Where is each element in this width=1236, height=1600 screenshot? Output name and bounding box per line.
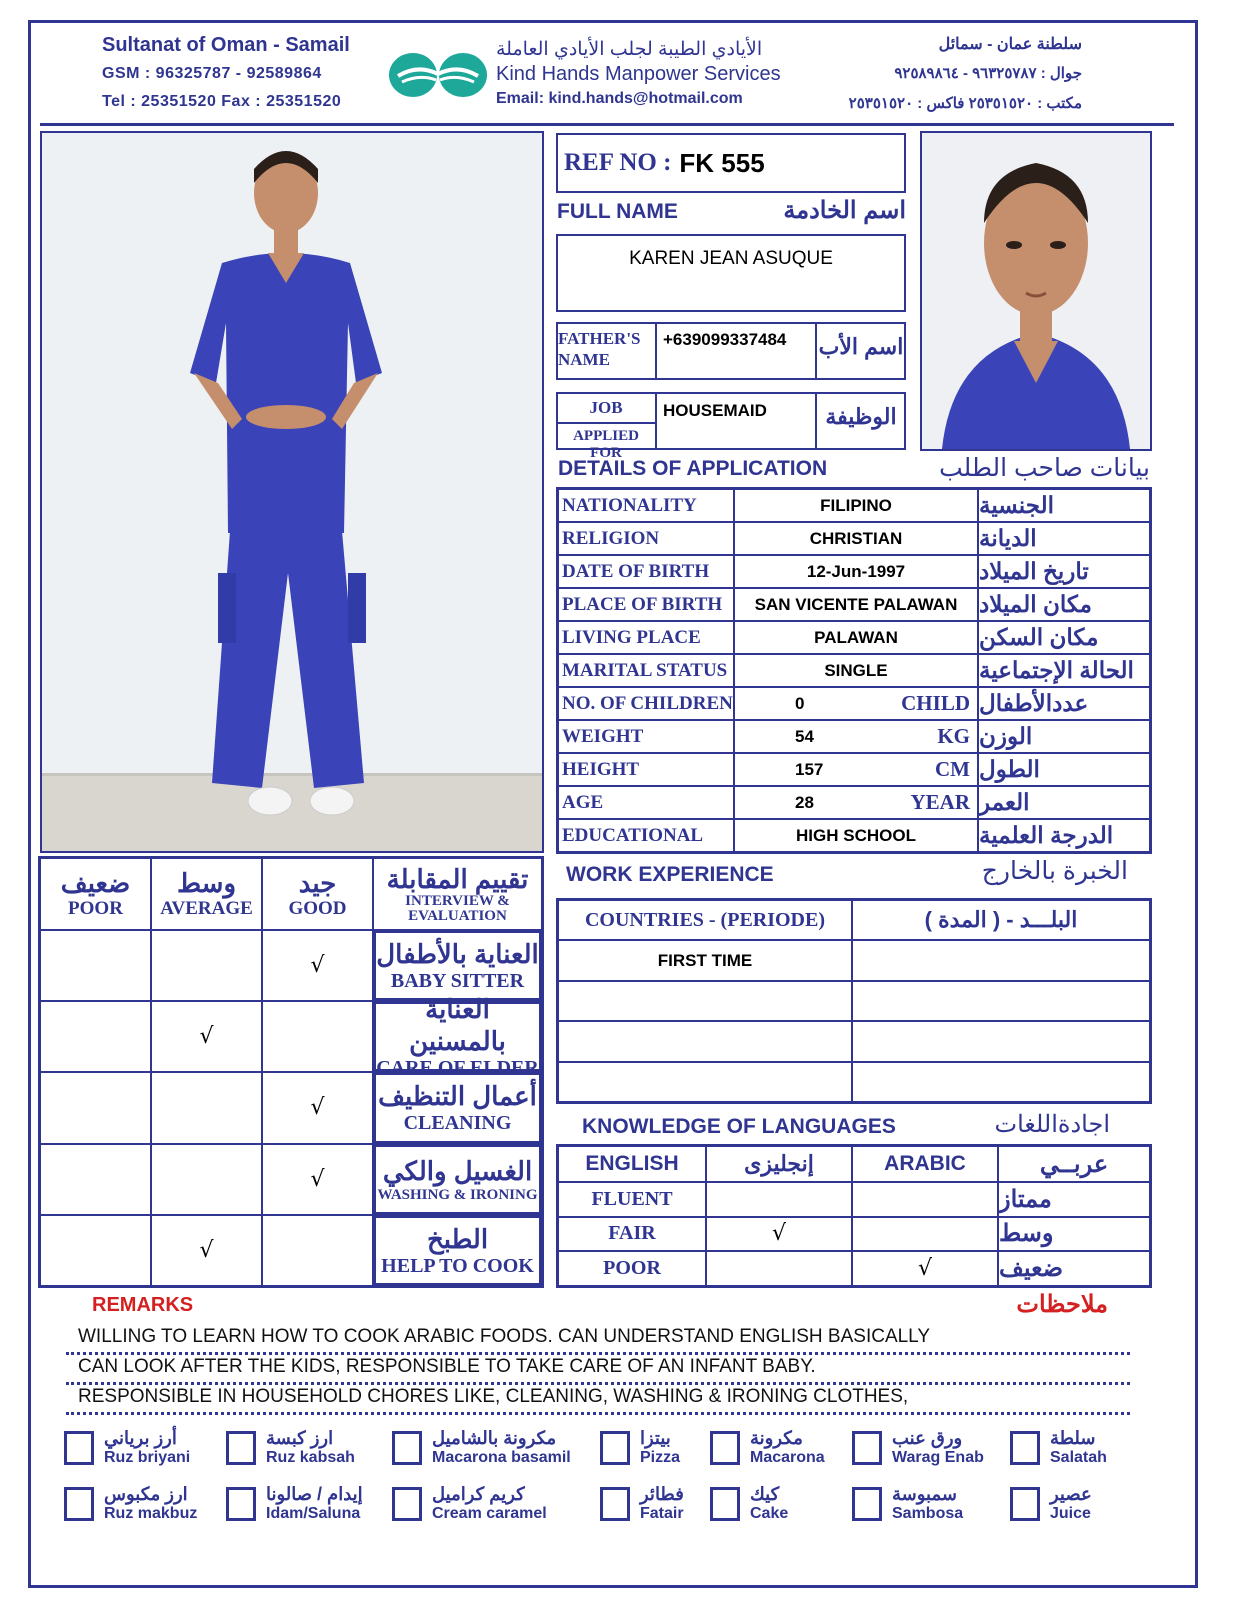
detail-label-4: LIVING PLACE [558, 621, 734, 654]
father-divider-1 [655, 322, 657, 380]
detail-label-2: DATE OF BIRTH [558, 555, 734, 588]
eval-good-2: √ [262, 1072, 373, 1143]
eval-header-ar-1: وسط [176, 868, 237, 898]
header-right [790, 34, 1082, 112]
job-label-divider [556, 422, 656, 424]
remarks-line-3: RESPONSIBLE IN HOUSEHOLD CHORES LIKE, CLEANING, WASHING & IRONING CLOTHES, [78, 1386, 909, 1407]
detail-label-ar-8: الطول [978, 753, 1150, 786]
detail-label-7: WEIGHT [558, 720, 734, 753]
food-label-5 [892, 1428, 984, 1467]
job-divider-1 [655, 392, 657, 450]
food-label-en-0: Ruz briyani [104, 1449, 191, 1466]
food-label-en-3: Pizza [640, 1449, 681, 1466]
detail-value-5: SINGLE [734, 654, 978, 687]
work-col1-header: COUNTRIES - (PERIODE) [558, 900, 852, 940]
detail-label-5: MARITAL STATUS [558, 654, 734, 687]
remarks-label: REMARKS [92, 1294, 194, 1316]
eval-good-1 [262, 1001, 373, 1072]
food-label-10 [640, 1484, 684, 1523]
header-divider [40, 123, 1174, 126]
work-row-2-country [558, 1021, 852, 1062]
remarks-rule-2 [66, 1382, 1130, 1385]
company-name-en: Kind Hands Manpower Services [496, 63, 781, 85]
food-label-en-11: Cake [750, 1505, 789, 1522]
lang-english-ar-header: إنجليزى [706, 1146, 852, 1182]
food-label-ar-7: ارز مكبوس [104, 1484, 188, 1504]
father-label: FATHER'S NAME [558, 329, 641, 369]
eval-skill-en-0: BABY SITTER [390, 970, 525, 993]
food-label-ar-1: ارز كبسة [266, 1428, 334, 1448]
work-table [556, 898, 1152, 1104]
food-label-en-6: Salatah [1050, 1449, 1107, 1466]
languages-table [556, 1144, 1152, 1288]
header-center [496, 38, 786, 108]
eval-poor-1 [40, 1001, 151, 1072]
eval-poor-3 [40, 1144, 151, 1215]
eval-skill-0 [373, 930, 542, 1001]
full-body-photo [40, 131, 544, 853]
header-left-gsm: GSM : 96325787 - 92589864 [102, 65, 322, 82]
eval-header-ar-2: جيد [298, 868, 337, 898]
detail-label-ar-10: الدرجة العلمية [978, 819, 1150, 852]
header-left-tel: Tel : 25351520 Fax : 25351520 [102, 93, 342, 110]
detail-unit-7: KG [937, 724, 970, 748]
food-label-ar-3: بيتزا [640, 1428, 671, 1448]
eval-skill-en-1: CARE OF ELDER [376, 1057, 539, 1080]
detail-label-ar-3: مكان الميلاد [978, 588, 1150, 621]
eval-average-1: √ [151, 1001, 262, 1072]
lang-arabic-0 [852, 1182, 998, 1217]
detail-label-ar-0: الجنسية [978, 489, 1150, 522]
food-checkbox-7[interactable] [64, 1487, 94, 1521]
food-label-ar-9: كريم كراميل [432, 1484, 525, 1504]
detail-unit-8: CM [935, 757, 970, 781]
detail-value-4: PALAWAN [734, 621, 978, 654]
lang-english-0 [706, 1182, 852, 1217]
eval-header-0 [40, 858, 151, 930]
food-label-ar-12: سمبوسة [892, 1484, 957, 1504]
detail-value-7: 54 [734, 720, 978, 753]
work-row-3-period [852, 1062, 1150, 1103]
lang-level-0: FLUENT [558, 1182, 706, 1217]
detail-label-1: RELIGION [558, 522, 734, 555]
company-email: Email: kind.hands@hotmail.com [496, 90, 743, 107]
father-label-ar: اسم الأب [818, 334, 904, 359]
header-left [102, 34, 350, 111]
food-label-3 [640, 1428, 680, 1467]
detail-label-9: AGE [558, 786, 734, 819]
eval-skill-1 [373, 994, 542, 1080]
food-label-4 [750, 1428, 825, 1467]
eval-skill-ar-1: العناية بالمسنين [409, 994, 506, 1057]
eval-header-en-0: POOR [68, 898, 123, 919]
details-table [556, 487, 1152, 854]
detail-value-9: 28 [734, 786, 978, 819]
full-name-box [556, 234, 906, 312]
detail-label-8: HEIGHT [558, 753, 734, 786]
work-col2-header: البلـــد - ( المدة ) [852, 900, 1150, 940]
remarks-line-1: WILLING TO LEARN HOW TO COOK ARABIC FOODS. CAN UNDERSTAND ENGLISH BASICALLY [78, 1326, 931, 1347]
ref-no-value: FK 555 [679, 147, 765, 178]
eval-header-1 [151, 858, 262, 930]
food-label-12 [892, 1484, 963, 1523]
lang-level-ar-0: ممتاز [998, 1182, 1150, 1217]
detail-label-ar-6: عددالأطفال [978, 687, 1150, 720]
full-name-value: KAREN JEAN ASUQUE [629, 248, 833, 269]
remarks-label-ar: ملاحظات [1016, 1291, 1108, 1318]
food-label-0 [104, 1428, 190, 1467]
eval-header-ar-3: تقييم المقابلة [386, 864, 529, 894]
eval-header-en-1: AVERAGE [160, 898, 253, 919]
eval-good-4 [262, 1215, 373, 1286]
lang-level-ar-1: وسط [998, 1217, 1150, 1252]
food-checkbox-6[interactable] [1010, 1431, 1040, 1465]
eval-skill-2 [373, 1072, 542, 1143]
food-label-8 [266, 1484, 363, 1523]
remarks-rule-3 [66, 1412, 1130, 1415]
food-label-en-4: Macarona [750, 1449, 825, 1466]
detail-label-ar-5: الحالة الإجتماعية [978, 654, 1150, 687]
detail-label-6: NO. OF CHILDREN [558, 687, 734, 720]
lang-arabic-1 [852, 1217, 998, 1252]
languages-title: KNOWLEDGE OF LANGUAGES [582, 1115, 896, 1138]
eval-skill-ar-0: العناية بالأطفال [376, 939, 539, 970]
ref-no-label: REF NO : [564, 149, 672, 176]
job-label-2: APPLIED FOR [573, 428, 639, 461]
eval-good-3: √ [262, 1144, 373, 1215]
languages-title-ar: اجادةاللغات [994, 1111, 1110, 1138]
eval-good-0: √ [262, 930, 373, 1001]
food-label-en-7: Ruz makbuz [104, 1505, 198, 1522]
evaluation-table [38, 856, 544, 1288]
eval-skill-ar-4: الطبخ [426, 1223, 489, 1254]
food-checkbox-2[interactable] [392, 1431, 422, 1465]
details-title-ar: بيانات صاحب الطلب [939, 454, 1150, 482]
eval-header-2 [262, 858, 373, 930]
job-divider-2 [815, 392, 817, 450]
lang-english-header: ENGLISH [558, 1146, 706, 1182]
work-row-3-country [558, 1062, 852, 1103]
eval-skill-en-3: WASHING & IRONING [377, 1187, 538, 1204]
food-label-ar-13: عصير [1050, 1484, 1092, 1504]
food-label-7 [104, 1484, 197, 1523]
food-label-9 [432, 1484, 547, 1523]
food-label-2 [432, 1428, 571, 1467]
food-checkbox-13[interactable] [1010, 1487, 1040, 1521]
detail-unit-9: YEAR [910, 790, 970, 814]
food-label-ar-8: إيدام / صالونا [266, 1484, 363, 1504]
eval-average-0 [151, 930, 262, 1001]
food-label-en-10: Fatair [640, 1505, 684, 1522]
food-label-11 [750, 1484, 788, 1523]
food-checkbox-10[interactable] [600, 1487, 630, 1521]
detail-label-3: PLACE OF BIRTH [558, 588, 734, 621]
eval-skill-ar-2: أعمال التنظيف [378, 1081, 537, 1112]
food-label-ar-10: فطائر [640, 1484, 684, 1504]
detail-value-10: HIGH SCHOOL [734, 819, 978, 852]
full-name-label: FULL NAME [557, 200, 678, 223]
food-checkbox-8[interactable] [226, 1487, 256, 1521]
detail-value-2: 12-Jun-1997 [734, 555, 978, 588]
lang-arabic-header: ARABIC [852, 1146, 998, 1182]
eval-header-3 [373, 858, 542, 930]
father-value: +639099337484 [663, 330, 787, 349]
detail-label-ar-4: مكان السكن [978, 621, 1150, 654]
food-label-ar-6: سلطة [1050, 1428, 1096, 1448]
eval-poor-0 [40, 930, 151, 1001]
lang-level-1: FAIR [558, 1217, 706, 1252]
ref-no-box [556, 133, 906, 193]
lang-level-2: POOR [558, 1251, 706, 1286]
eval-average-4: √ [151, 1215, 262, 1286]
eval-header-en-3: INTERVIEW & EVALUATION [405, 893, 510, 924]
eval-skill-4 [373, 1215, 542, 1286]
food-checkbox-9[interactable] [392, 1487, 422, 1521]
eval-poor-4 [40, 1215, 151, 1286]
remarks-rule-1 [66, 1352, 1130, 1355]
food-checkbox-12[interactable] [852, 1487, 882, 1521]
food-label-en-8: Idam/Saluna [266, 1505, 361, 1522]
food-checkbox-1[interactable] [226, 1431, 256, 1465]
father-divider-2 [815, 322, 817, 380]
detail-value-6: 0 [734, 687, 978, 720]
detail-unit-6: CHILD [901, 691, 970, 715]
job-value: HOUSEMAID [663, 401, 767, 420]
header-left-title: Sultanat of Oman - Samail [102, 34, 350, 56]
food-label-en-13: Juice [1050, 1505, 1091, 1522]
food-label-en-9: Cream caramel [432, 1505, 547, 1522]
food-label-6 [1050, 1428, 1107, 1467]
work-row-1-country [558, 981, 852, 1022]
work-row-0-period [852, 940, 1150, 981]
food-label-13 [1050, 1484, 1092, 1523]
work-row-1-period [852, 981, 1150, 1022]
food-checkbox-4[interactable] [710, 1431, 740, 1465]
lang-english-1: √ [706, 1217, 852, 1252]
eval-header-en-2: GOOD [288, 898, 347, 919]
food-checkbox-5[interactable] [852, 1431, 882, 1465]
detail-label-10: EDUCATIONAL [558, 819, 734, 852]
company-name-ar: الأيادي الطيبة لجلب الأيادي العاملة [496, 39, 763, 60]
detail-value-8: 157 [734, 753, 978, 786]
remarks-line-2: CAN LOOK AFTER THE KIDS, RESPONSIBLE TO TAKE CARE OF AN INFANT BABY. [78, 1356, 816, 1377]
eval-poor-2 [40, 1072, 151, 1143]
food-label-1 [266, 1428, 355, 1467]
header-right-title: سلطنة عمان - سمائل [938, 36, 1082, 53]
detail-label-ar-1: الديانة [978, 522, 1150, 555]
company-logo [388, 50, 488, 100]
food-label-en-12: Sambosa [892, 1505, 964, 1522]
job-label-1: JOB [589, 398, 623, 417]
detail-label-0: NATIONALITY [558, 489, 734, 522]
food-label-en-1: Ruz kabsah [266, 1449, 355, 1466]
detail-value-1: CHRISTIAN [734, 522, 978, 555]
lang-english-2 [706, 1251, 852, 1286]
lang-level-ar-2: ضعيف [998, 1251, 1150, 1286]
food-label-en-2: Macarona basamil [432, 1449, 571, 1466]
lang-arabic-ar-header: عربــي [998, 1146, 1150, 1182]
food-label-ar-4: مكرونة [750, 1428, 803, 1448]
lang-arabic-2: √ [852, 1251, 998, 1286]
eval-average-2 [151, 1072, 262, 1143]
header-right-tel: مكتب : ٢٥٣٥١٥٢٠ فاكس : ٢٥٣٥١٥٢٠ [848, 95, 1082, 112]
food-label-ar-2: مكرونة بالشاميل [432, 1428, 557, 1448]
eval-header-ar-0: ضعيف [60, 868, 131, 898]
detail-value-3: SAN VICENTE PALAWAN [734, 588, 978, 621]
food-checkbox-3[interactable] [600, 1431, 630, 1465]
header-right-gsm: جوال : ٩٦٣٢٥٧٨٧ - ٩٢٥٨٩٨٦٤ [894, 65, 1082, 82]
work-row-2-period [852, 1021, 1150, 1062]
details-title: DETAILS OF APPLICATION [558, 457, 828, 480]
food-label-en-5: Warag Enab [892, 1449, 984, 1466]
food-checkbox-0[interactable] [64, 1431, 94, 1465]
detail-label-ar-2: تاريخ الميلاد [978, 555, 1150, 588]
eval-average-3 [151, 1144, 262, 1215]
food-label-ar-11: كيك [750, 1484, 780, 1504]
full-name-label-ar: اسم الخادمة [783, 197, 906, 224]
food-label-ar-0: أرز برياني [104, 1428, 177, 1448]
detail-value-0: FILIPINO [734, 489, 978, 522]
work-row-0-country: FIRST TIME [558, 940, 852, 981]
food-label-ar-5: ورق عنب [892, 1428, 963, 1448]
eval-skill-en-2: CLEANING [403, 1112, 512, 1135]
work-title: WORK EXPERIENCE [566, 863, 774, 886]
detail-label-ar-9: العمر [978, 786, 1150, 819]
work-title-ar: الخبرة بالخارج [981, 857, 1128, 885]
portrait-photo [920, 131, 1152, 451]
eval-skill-en-4: HELP TO COOK [381, 1254, 534, 1277]
job-label-ar: الوظيفة [825, 404, 897, 429]
eval-skill-ar-3: الغسيل والكي [382, 1156, 533, 1187]
detail-label-ar-7: الوزن [978, 720, 1150, 753]
food-checkbox-11[interactable] [710, 1487, 740, 1521]
eval-skill-3 [373, 1144, 542, 1215]
